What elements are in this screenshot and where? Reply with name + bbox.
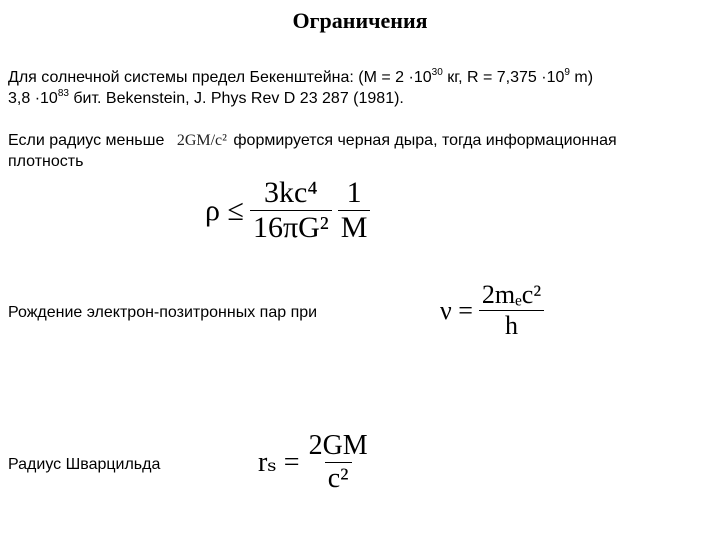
density-fraction-2 (338, 178, 371, 243)
black-hole-line-2: плотность (8, 153, 84, 170)
bekenstein-line-2-suffix: бит. Bekenstein, J. Phys Rev D 23 287 (1981). (68, 90, 404, 107)
bekenstein-line-1-prefix: Для солнечной системы предел Бекенштейна: (M = 2 ·10 (8, 69, 432, 86)
pair-production-numerator: 2mₑc² (481, 280, 542, 309)
bekenstein-line-1-suffix: m) (569, 69, 594, 86)
density-numerator-1: 3kc⁴ (263, 176, 318, 209)
density-fraction-1 (250, 178, 332, 243)
bekenstein-line-2-prefix: 3,8 ·10 (8, 90, 58, 107)
bits-exponent: 83 (57, 87, 69, 99)
schwarzschild-numerator: 2GM (308, 430, 368, 461)
density-denominator-1: 16πG² (250, 210, 332, 243)
radius-exponent: 9 (564, 66, 570, 78)
page-title: Ограничения (292, 8, 428, 33)
density-formula (205, 178, 376, 243)
pair-production-fraction (479, 282, 544, 339)
mass-exponent: 30 (431, 66, 443, 78)
black-hole-prefix: Если радиус меньше (8, 132, 165, 149)
inline-formula-2gm-over-c2: 2GM/c² (176, 132, 227, 149)
density-numerator-2: 1 (346, 176, 362, 209)
schwarzschild-fraction (306, 432, 371, 493)
pair-production-denominator: h (479, 310, 544, 339)
density-lhs: ρ ≤ (205, 193, 244, 227)
schwarzschild-lhs: rₛ = (258, 446, 300, 478)
black-hole-suffix: формируется черная дыра, тогда информационная (233, 132, 617, 149)
schwarzschild-denominator: c² (325, 462, 352, 493)
pair-production-label: Рождение электрон-позитронных пар при (8, 304, 318, 321)
density-denominator-2: M (338, 210, 371, 243)
bekenstein-line-2 (8, 89, 404, 109)
schwarzschild-label: Радиус Шварцильда (8, 456, 161, 473)
bekenstein-line-1 (8, 68, 593, 88)
bekenstein-line-1-mid: кг, R = 7,375 ·10 (442, 69, 565, 86)
pair-production-formula (440, 282, 550, 339)
pair-production-lhs: ν = (440, 295, 473, 325)
schwarzschild-formula (258, 432, 377, 493)
black-hole-line-1 (8, 131, 617, 151)
